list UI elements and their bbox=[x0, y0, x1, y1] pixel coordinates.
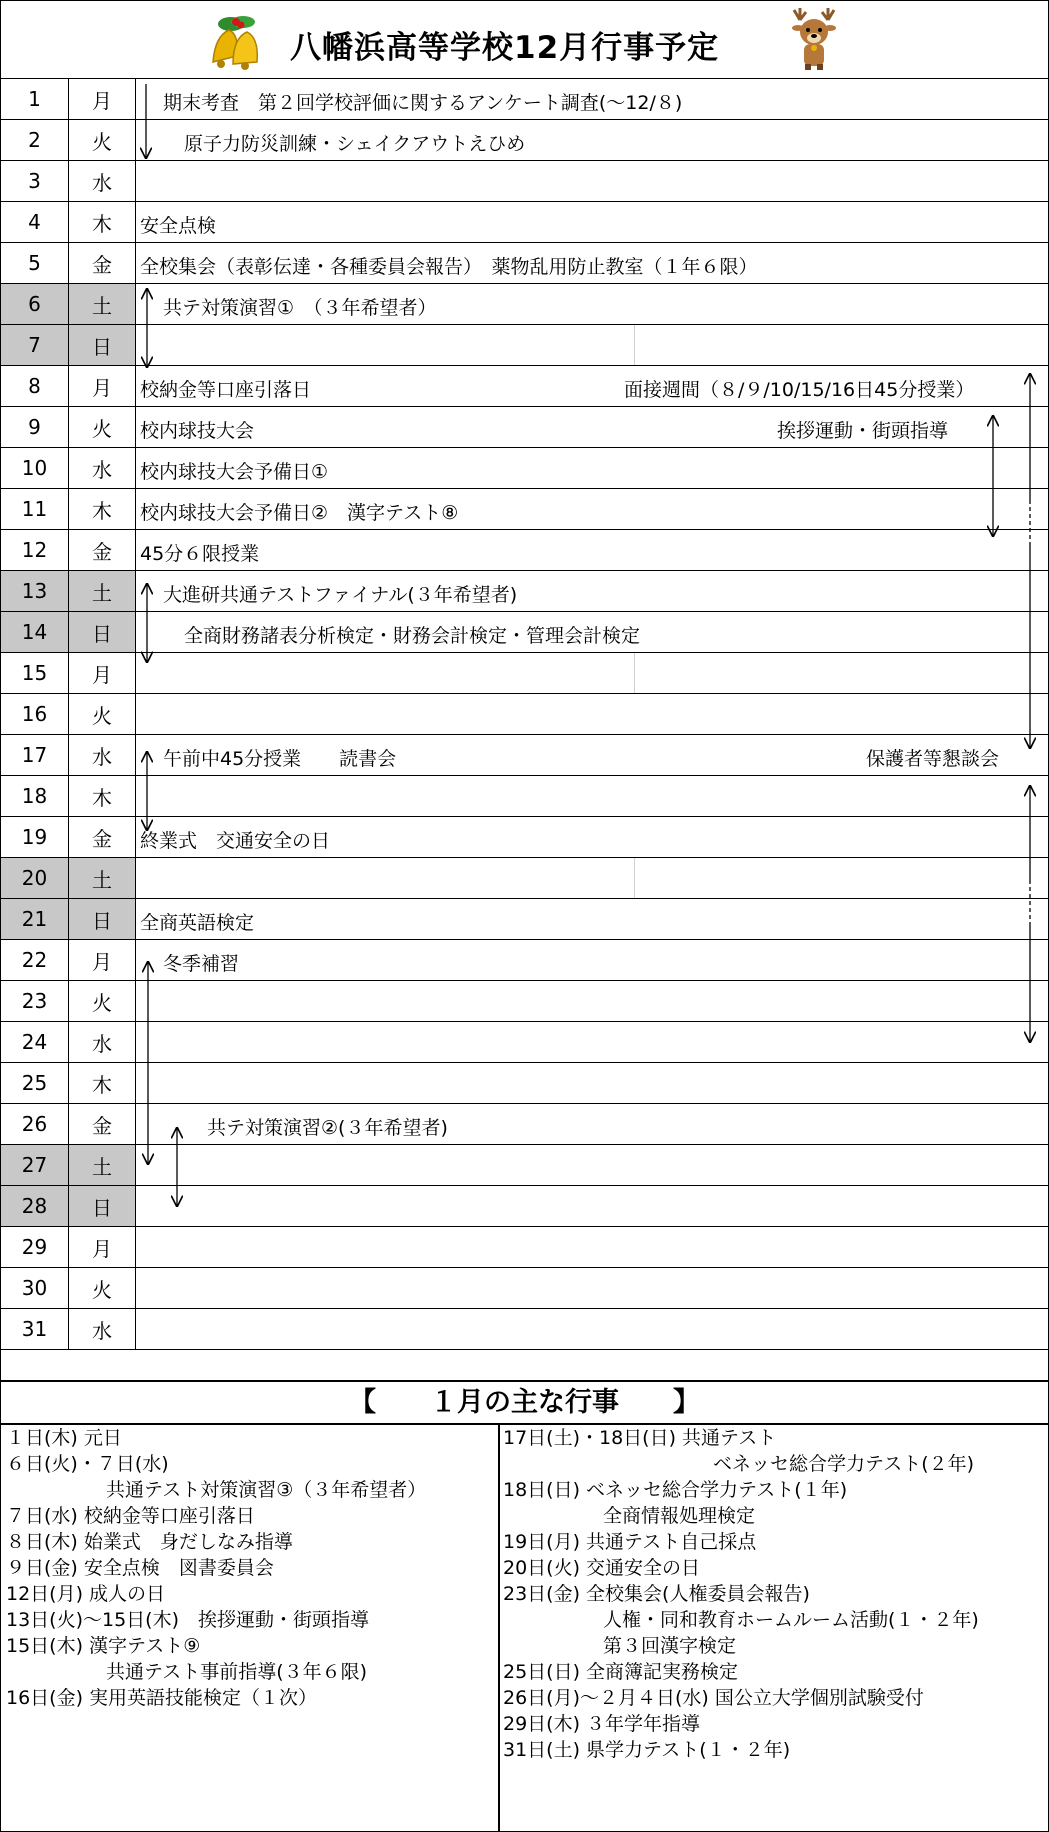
january-event: 15日(木) 漢字テスト⑨ bbox=[6, 1635, 201, 1657]
cell-divider bbox=[634, 653, 635, 693]
day-number: 6 bbox=[1, 284, 69, 325]
event-text: 午前中45分授業 読書会 bbox=[163, 748, 397, 770]
event-cell bbox=[136, 243, 1049, 284]
event-cell bbox=[136, 366, 1049, 407]
january-event: 17日(土)・18日(日) 共通テスト bbox=[503, 1427, 777, 1449]
day-number: 31 bbox=[1, 1309, 69, 1350]
weekday: 金 bbox=[69, 243, 136, 284]
title-bar bbox=[0, 0, 1049, 78]
weekday: 水 bbox=[69, 735, 136, 776]
day-number: 18 bbox=[1, 776, 69, 817]
weekday: 月 bbox=[69, 1227, 136, 1268]
weekday: 土 bbox=[69, 1145, 136, 1186]
weekday: 木 bbox=[69, 1063, 136, 1104]
weekday: 土 bbox=[69, 284, 136, 325]
event-cell bbox=[136, 1022, 1049, 1063]
event-cell bbox=[136, 325, 1049, 366]
january-event: 25日(日) 全商簿記実務検定 bbox=[503, 1661, 739, 1683]
event-cell bbox=[136, 612, 1049, 653]
calendar-row bbox=[1, 1104, 1049, 1145]
calendar-row bbox=[1, 653, 1049, 694]
weekday: 金 bbox=[69, 817, 136, 858]
event-cell bbox=[136, 202, 1049, 243]
calendar-row bbox=[1, 1063, 1049, 1104]
event-cell bbox=[136, 489, 1049, 530]
event-cell bbox=[136, 448, 1049, 489]
calendar-row bbox=[1, 817, 1049, 858]
calendar-row bbox=[1, 489, 1049, 530]
calendar-table bbox=[0, 78, 1049, 1350]
day-number: 1 bbox=[1, 79, 69, 120]
event-cell bbox=[136, 120, 1049, 161]
calendar-row bbox=[1, 940, 1049, 981]
january-event: 23日(金) 全校集会(人権委員会報告) bbox=[503, 1583, 810, 1605]
january-event: ベネッセ総合学力テスト(２年) bbox=[713, 1453, 975, 1475]
event-text: 全商財務諸表分析検定・財務会計検定・管理会計検定 bbox=[184, 625, 641, 647]
day-number: 28 bbox=[1, 1186, 69, 1227]
event-cell bbox=[136, 776, 1049, 817]
day-number: 22 bbox=[1, 940, 69, 981]
event-cell bbox=[136, 530, 1049, 571]
january-event: 18日(日) ベネッセ総合学力テスト(１年) bbox=[503, 1479, 848, 1501]
weekday: 日 bbox=[69, 899, 136, 940]
calendar-row bbox=[1, 325, 1049, 366]
event-cell bbox=[136, 899, 1049, 940]
day-number: 23 bbox=[1, 981, 69, 1022]
calendar-row bbox=[1, 366, 1049, 407]
event-text: 共テ対策演習① （３年希望者） bbox=[163, 297, 437, 319]
january-right-list bbox=[503, 1425, 1043, 1763]
event-cell bbox=[136, 940, 1049, 981]
calendar-row bbox=[1, 202, 1049, 243]
day-number: 3 bbox=[1, 161, 69, 202]
day-number: 15 bbox=[1, 653, 69, 694]
day-number: 14 bbox=[1, 612, 69, 653]
cell-divider bbox=[634, 325, 635, 365]
calendar-row bbox=[1, 1145, 1049, 1186]
event-text: 全校集会（表彰伝達・各種委員会報告） 薬物乱用防止教室（１年６限） bbox=[140, 256, 758, 278]
weekday: 木 bbox=[69, 202, 136, 243]
event-text: 原子力防災訓練・シェイクアウトえひめ bbox=[184, 133, 526, 155]
day-number: 10 bbox=[1, 448, 69, 489]
calendar-row bbox=[1, 448, 1049, 489]
weekday: 日 bbox=[69, 612, 136, 653]
event-cell bbox=[136, 284, 1049, 325]
calendar-row bbox=[1, 1309, 1049, 1350]
calendar-row bbox=[1, 243, 1049, 284]
day-number: 17 bbox=[1, 735, 69, 776]
event-text: 挨拶運動・街頭指導 bbox=[777, 420, 949, 442]
day-number: 5 bbox=[1, 243, 69, 284]
event-cell bbox=[136, 653, 1049, 694]
january-heading: 【 １月の主な行事 】 bbox=[0, 1380, 1049, 1425]
event-text: 校納金等口座引落日 bbox=[140, 379, 312, 401]
event-text: 校内球技大会 bbox=[140, 420, 255, 442]
day-number: 4 bbox=[1, 202, 69, 243]
calendar-row bbox=[1, 981, 1049, 1022]
day-number: 27 bbox=[1, 1145, 69, 1186]
calendar-row bbox=[1, 899, 1049, 940]
calendar-row bbox=[1, 161, 1049, 202]
page-title: 八幡浜高等学校12月行事予定 bbox=[290, 30, 720, 66]
january-event: 13日(火)～15日(木) 挨拶運動・街頭指導 bbox=[6, 1609, 370, 1631]
event-cell bbox=[136, 817, 1049, 858]
cell-divider bbox=[634, 858, 635, 898]
january-event: ６日(火)・７日(水) bbox=[6, 1453, 169, 1475]
christmas-bell-icon bbox=[203, 10, 267, 72]
calendar-row bbox=[1, 407, 1049, 448]
january-left-list bbox=[6, 1425, 496, 1711]
day-number: 21 bbox=[1, 899, 69, 940]
weekday: 水 bbox=[69, 161, 136, 202]
event-text: 保護者等懇談会 bbox=[866, 748, 1000, 770]
day-number: 12 bbox=[1, 530, 69, 571]
calendar-row bbox=[1, 1186, 1049, 1227]
event-cell bbox=[136, 79, 1049, 120]
weekday: 月 bbox=[69, 940, 136, 981]
event-cell bbox=[136, 1063, 1049, 1104]
event-text: 終業式 交通安全の日 bbox=[140, 830, 331, 852]
weekday: 土 bbox=[69, 571, 136, 612]
january-event: 共通テスト対策演習③（３年希望者） bbox=[106, 1479, 427, 1501]
event-text: 大進研共通テストファイナル(３年希望者) bbox=[163, 584, 518, 606]
calendar-row bbox=[1, 571, 1049, 612]
weekday: 火 bbox=[69, 694, 136, 735]
event-cell bbox=[136, 858, 1049, 899]
calendar-row bbox=[1, 735, 1049, 776]
weekday: 水 bbox=[69, 1309, 136, 1350]
weekday: 木 bbox=[69, 489, 136, 530]
january-event: 20日(火) 交通安全の日 bbox=[503, 1557, 701, 1579]
event-cell bbox=[136, 694, 1049, 735]
weekday: 月 bbox=[69, 366, 136, 407]
event-text: 45分６限授業 bbox=[140, 543, 260, 565]
day-number: 13 bbox=[1, 571, 69, 612]
weekday: 金 bbox=[69, 1104, 136, 1145]
january-event: １日(木) 元日 bbox=[6, 1427, 122, 1449]
january-event: ８日(木) 始業式 身だしなみ指導 bbox=[6, 1531, 293, 1553]
event-cell bbox=[136, 407, 1049, 448]
event-text: 共テ対策演習②(３年希望者) bbox=[207, 1117, 448, 1139]
day-number: 19 bbox=[1, 817, 69, 858]
day-number: 16 bbox=[1, 694, 69, 735]
calendar-row bbox=[1, 776, 1049, 817]
calendar-row bbox=[1, 612, 1049, 653]
calendar-row bbox=[1, 120, 1049, 161]
event-cell bbox=[136, 1227, 1049, 1268]
weekday: 月 bbox=[69, 79, 136, 120]
event-text: 安全点検 bbox=[140, 215, 217, 237]
weekday: 日 bbox=[69, 1186, 136, 1227]
weekday: 金 bbox=[69, 530, 136, 571]
weekday: 火 bbox=[69, 1268, 136, 1309]
january-event: 12日(月) 成人の日 bbox=[6, 1583, 166, 1605]
event-cell bbox=[136, 981, 1049, 1022]
event-cell bbox=[136, 571, 1049, 612]
event-text: 期末考査 第２回学校評価に関するアンケート調査(～12/８) bbox=[163, 92, 683, 114]
day-number: 29 bbox=[1, 1227, 69, 1268]
january-event: 26日(月)～２月４日(水) 国公立大学個別試験受付 bbox=[503, 1687, 924, 1709]
event-cell bbox=[136, 1104, 1049, 1145]
day-number: 24 bbox=[1, 1022, 69, 1063]
january-event: ７日(水) 校納金等口座引落日 bbox=[6, 1505, 255, 1527]
calendar-row bbox=[1, 1268, 1049, 1309]
event-cell bbox=[136, 1186, 1049, 1227]
day-number: 11 bbox=[1, 489, 69, 530]
calendar-row bbox=[1, 1227, 1049, 1268]
weekday: 火 bbox=[69, 981, 136, 1022]
calendar-row bbox=[1, 694, 1049, 735]
weekday: 月 bbox=[69, 653, 136, 694]
calendar-row bbox=[1, 79, 1049, 120]
event-cell bbox=[136, 1268, 1049, 1309]
january-event: 29日(木) ３年学年指導 bbox=[503, 1713, 701, 1735]
january-event: 19日(月) 共通テスト自己採点 bbox=[503, 1531, 757, 1553]
day-number: 2 bbox=[1, 120, 69, 161]
day-number: 8 bbox=[1, 366, 69, 407]
calendar-row bbox=[1, 1022, 1049, 1063]
weekday: 水 bbox=[69, 448, 136, 489]
january-event: 共通テスト事前指導(３年６限) bbox=[106, 1661, 368, 1683]
weekday: 木 bbox=[69, 776, 136, 817]
event-text: 校内球技大会予備日① bbox=[140, 461, 329, 483]
weekday: 火 bbox=[69, 120, 136, 161]
reindeer-icon bbox=[786, 6, 842, 72]
calendar-row bbox=[1, 858, 1049, 899]
event-cell bbox=[136, 161, 1049, 202]
event-text: 校内球技大会予備日② 漢字テスト⑧ bbox=[140, 502, 459, 524]
weekday: 火 bbox=[69, 407, 136, 448]
january-event: 全商情報処理検定 bbox=[603, 1505, 756, 1527]
day-number: 20 bbox=[1, 858, 69, 899]
day-number: 26 bbox=[1, 1104, 69, 1145]
january-event: 第３回漢字検定 bbox=[603, 1635, 737, 1657]
calendar-row bbox=[1, 284, 1049, 325]
day-number: 25 bbox=[1, 1063, 69, 1104]
day-number: 7 bbox=[1, 325, 69, 366]
event-cell bbox=[136, 735, 1049, 776]
january-divider bbox=[498, 1425, 500, 1832]
weekday: 土 bbox=[69, 858, 136, 899]
event-cell bbox=[136, 1145, 1049, 1186]
day-number: 9 bbox=[1, 407, 69, 448]
event-text: 冬季補習 bbox=[163, 953, 240, 975]
weekday: 日 bbox=[69, 325, 136, 366]
event-cell bbox=[136, 1309, 1049, 1350]
calendar-row bbox=[1, 530, 1049, 571]
event-text: 面接週間（８/９/10/15/16日45分授業） bbox=[624, 379, 975, 401]
january-event: ９日(金) 安全点検 図書委員会 bbox=[6, 1557, 274, 1579]
january-event: 人権・同和教育ホームルーム活動(１・２年) bbox=[603, 1609, 979, 1631]
day-number: 30 bbox=[1, 1268, 69, 1309]
january-event: 31日(土) 県学力テスト(１・２年) bbox=[503, 1739, 791, 1761]
event-text: 全商英語検定 bbox=[140, 912, 255, 934]
weekday: 水 bbox=[69, 1022, 136, 1063]
january-event: 16日(金) 実用英語技能検定（１次） bbox=[6, 1687, 318, 1709]
